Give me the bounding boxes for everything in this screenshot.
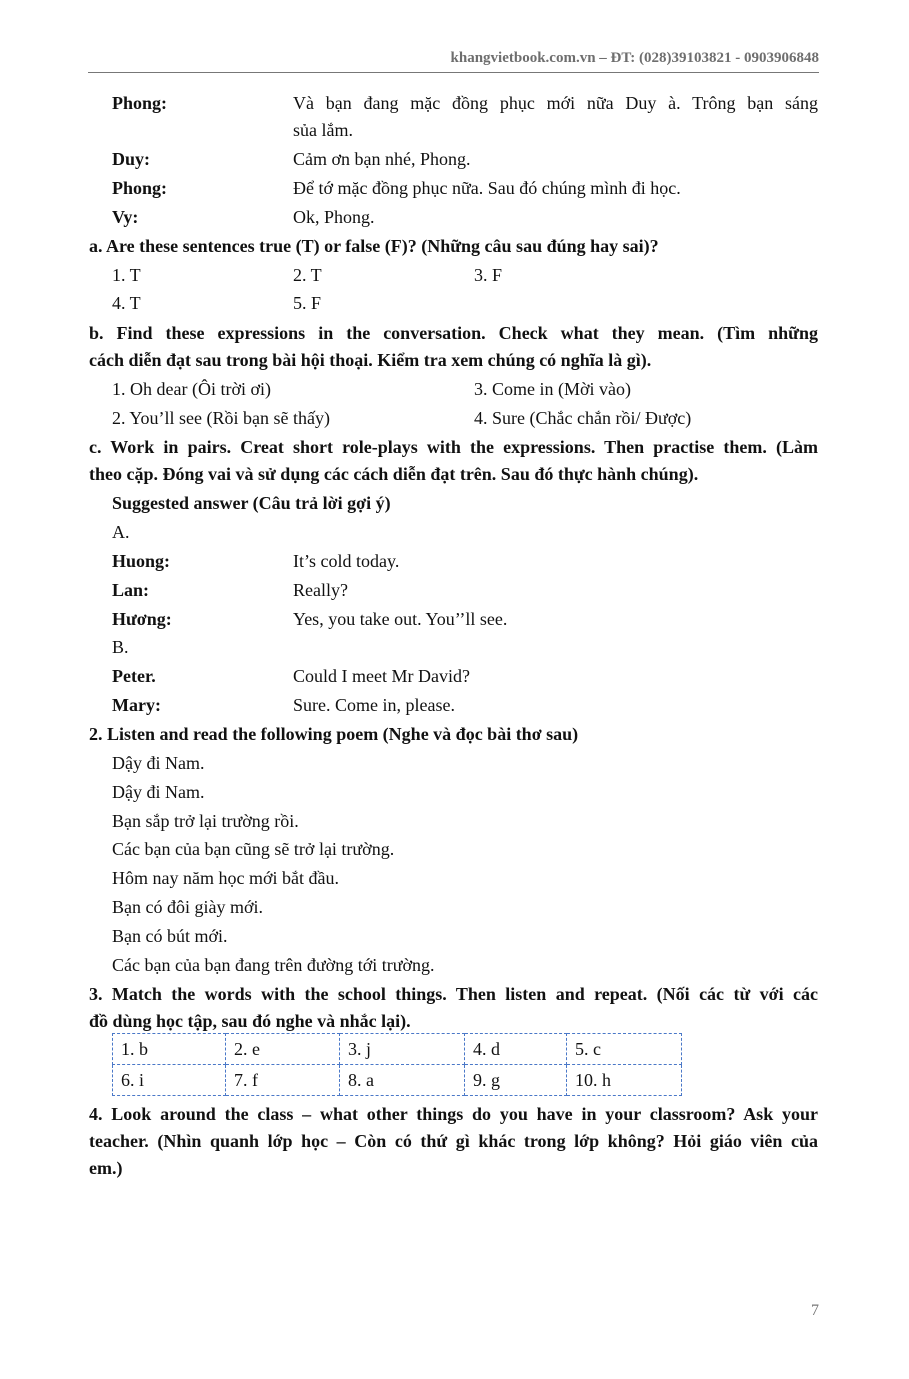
table-cell: 4. d [465, 1034, 567, 1065]
expression-item: 1. Oh dear (Ôi trời ơi) [112, 379, 271, 399]
speaker-label: Huong: [112, 551, 171, 571]
table-cell: 1. b [113, 1034, 226, 1065]
table-cell: 3. j [340, 1034, 465, 1065]
part-c-heading: c. Work in pairs. Creat short role-plays with the expressions. Then practise them. (Làm [89, 437, 818, 457]
part-b-heading-cont: cách diễn đạt sau trong bài hội thoại. Kiểm tra xem chúng có nghĩa là gì). [89, 350, 652, 370]
poem-line: Dậy đi Nam. [112, 782, 205, 802]
part-c-heading-cont: theo cặp. Đóng vai và sử dụng các cách diễn đạt trên. Sau đó thực hành chúng). [89, 464, 699, 484]
dialogue-line: Để tớ mặc đồng phục nữa. Sau đó chúng mình đi học. [293, 178, 681, 198]
speaker-label: Peter. [112, 666, 156, 686]
table-row [113, 1065, 682, 1096]
answer-item: 2. T [293, 265, 322, 285]
answer-item: 5. F [293, 293, 322, 313]
section-3-heading-cont: đồ dùng học tập, sau đó nghe và nhắc lại). [89, 1011, 411, 1031]
poem-line: Hôm nay năm học mới bắt đầu. [112, 868, 339, 888]
dialogue-line: It’s cold today. [293, 551, 400, 571]
roleplay-label: B. [112, 637, 129, 657]
poem-line: Bạn có bút mới. [112, 926, 228, 946]
dialogue-line: Yes, you take out. You’’ll see. [293, 609, 508, 629]
answer-item: 4. T [112, 293, 141, 313]
roleplay-label: A. [112, 522, 130, 542]
table-row [113, 1034, 682, 1065]
poem-line: Bạn sắp trở lại trường rồi. [112, 811, 299, 831]
answer-item: 3. F [474, 265, 503, 285]
page-header: khangvietbook.com.vn – ĐT: (028)39103821 - 0903906848 [88, 50, 819, 73]
part-a-heading: a. Are these sentences true (T) or false (F)? (Những câu sau đúng hay sai)? [89, 236, 659, 256]
section-3-heading: 3. Match the words with the school things. Then listen and repeat. (Nối các từ với các [89, 984, 818, 1004]
part-b-heading: b. Find these expressions in the conversation. Check what they mean. (Tìm những [89, 323, 818, 343]
speaker-label: Lan: [112, 580, 150, 600]
answer-item: 1. T [112, 265, 141, 285]
speaker-label: Hương: [112, 609, 172, 629]
speaker-label: Vy: [112, 207, 139, 227]
expression-item: 2. You’ll see (Rồi bạn sẽ thấy) [112, 408, 330, 428]
dialogue-line: sủa lắm. [293, 120, 353, 140]
table-cell: 7. f [226, 1065, 340, 1096]
page-number: 7 [811, 1302, 819, 1319]
section-4-text-end: em.) [89, 1158, 123, 1178]
table-cell: 6. i [113, 1065, 226, 1096]
expression-item: 4. Sure (Chắc chắn rồi/ Được) [474, 408, 692, 428]
table-cell: 10. h [567, 1065, 682, 1096]
table-cell: 5. c [567, 1034, 682, 1065]
dialogue-line: Ok, Phong. [293, 207, 375, 227]
suggested-answer-label: Suggested answer (Câu trả lời gợi ý) [112, 493, 391, 513]
dialogue-line: Sure. Come in, please. [293, 695, 455, 715]
poem-line: Bạn có đôi giày mới. [112, 897, 263, 917]
dialogue-line: Cảm ơn bạn nhé, Phong. [293, 149, 471, 169]
answer-table [112, 1033, 682, 1096]
dialogue-line: Really? [293, 580, 348, 600]
section-4-text-cont: teacher. (Nhìn quanh lớp học – Còn có thứ gì khác trong lớp không? Hỏi giáo viên của [89, 1131, 818, 1151]
poem-line: Các bạn của bạn cũng sẽ trở lại trường. [112, 839, 395, 859]
speaker-label: Duy: [112, 149, 151, 169]
speaker-label: Phong: [112, 178, 168, 198]
dialogue-line: Và bạn đang mặc đồng phục mới nữa Duy à. Trông bạn sáng [293, 93, 818, 113]
expression-item: 3. Come in (Mời vào) [474, 379, 631, 399]
table-cell: 9. g [465, 1065, 567, 1096]
dialogue-line: Could I meet Mr David? [293, 666, 470, 686]
table-cell: 8. a [340, 1065, 465, 1096]
poem-line: Dậy đi Nam. [112, 753, 205, 773]
table-cell: 2. e [226, 1034, 340, 1065]
speaker-label: Phong: [112, 93, 168, 113]
speaker-label: Mary: [112, 695, 161, 715]
section-4-text: 4. Look around the class – what other things do you have in your classroom? Ask your [89, 1104, 818, 1124]
poem-line: Các bạn của bạn đang trên đường tới trường. [112, 955, 435, 975]
section-2-heading: 2. Listen and read the following poem (Nghe và đọc bài thơ sau) [89, 724, 579, 744]
